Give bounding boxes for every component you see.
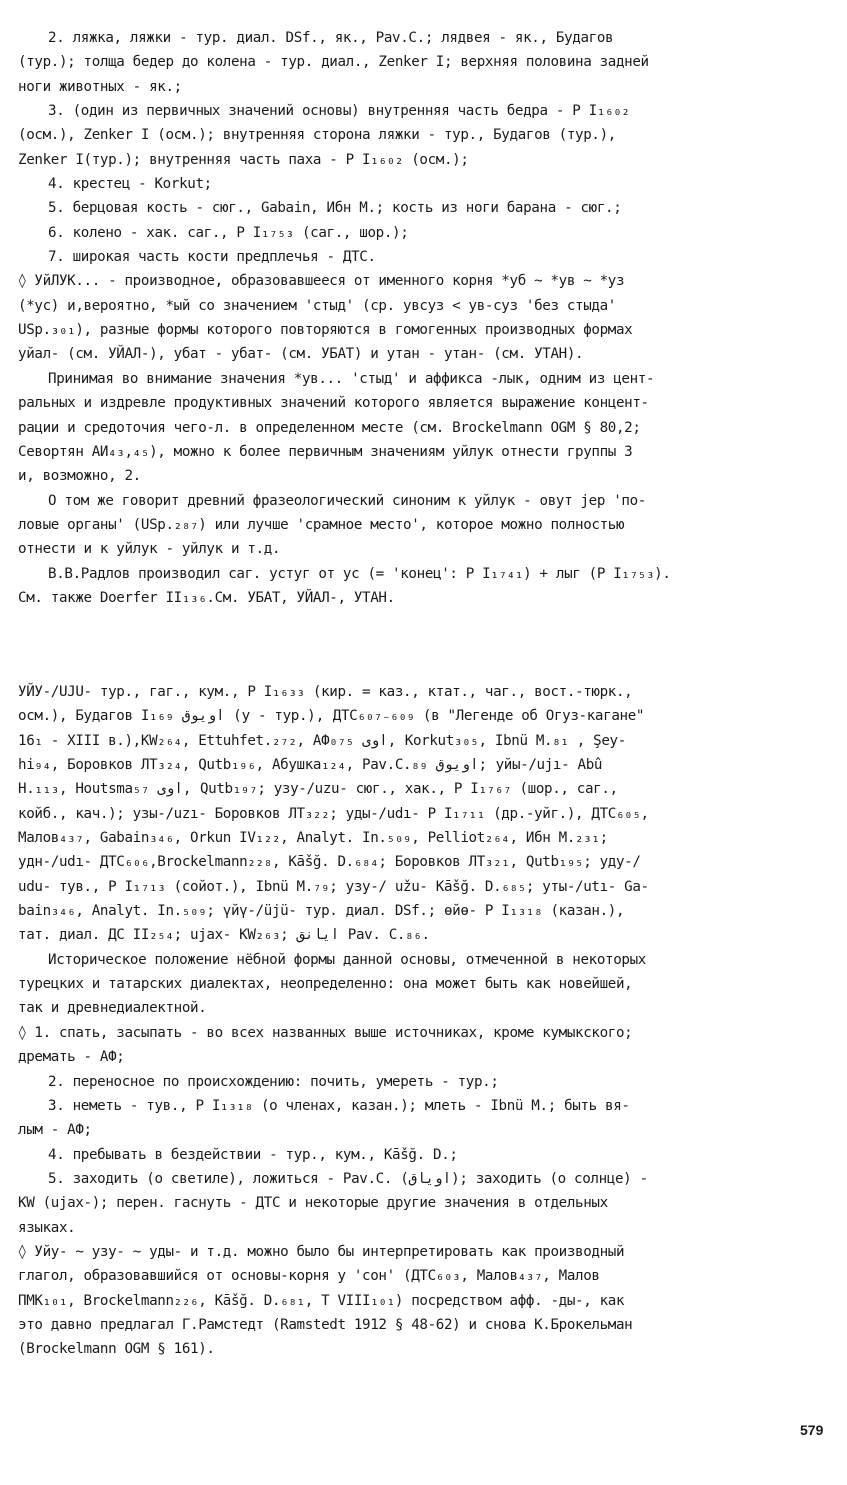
entry2-line: языках. [18, 1219, 76, 1236]
entry1-line: (*ус) и,вероятно, *ый со значением 'стыд' (ср. увсуз < ув-суз 'без стыда' [18, 297, 616, 314]
entry2-line: глагол, образовавшийся от основы-корня у 'сон' (ДТС₆₀₃, Малов₄₃₇, Малов [18, 1268, 600, 1285]
entry1-line: См. также Doerfer II₁₃₆.См. УБАТ, УЙАЛ-, УТАН. [18, 589, 395, 606]
entry-uyu [18, 680, 836, 1362]
entry1-line: ловые органы' (USp.₂₈₇) или лучше 'срамное место', которое можно полностью [18, 516, 625, 533]
entry2-line: удн-/udı- ДТС₆₀₆,Brockelmann₂₂₈, Kāšğ. D.₆₈₄; Боровков ЛТ₃₂₁, Qutb₁₉₅; уду-/ [18, 854, 641, 871]
entry1-line: О том же говорит древний фразеологический синоним к уйлук - овут јер 'по- [48, 492, 646, 509]
entry2-line: 2. переносное по происхождению: почить, умереть - тур.; [48, 1073, 499, 1090]
entry2-line: тат. диал. ДС II₂₅₄; ujax- KW₂₆₃; ایانق Pav. C.₈₆. [18, 927, 430, 944]
entry2-line: 16₁ - XIII в.),KW₂₆₄, Ettuhfet.₂₇₂, АФ₀₇₅ اوی, Korkut₃₀₅, Ibnü M.₈₁ , Şey- [18, 732, 626, 749]
entry1-line: уйал- (см. УЙАЛ-), убат - убат- (см. УБАТ) и утан - утан- (см. УТАН). [18, 346, 584, 363]
entry2-line: так и древнедиалектной. [18, 1000, 207, 1017]
entry1-line: отнести и к уйлук - уйлук и т.д. [18, 541, 281, 558]
entry2-line: осм.), Будагов I₁₆₉ اویوق (у - тур.), ДТС₆₀₇₋₆₀₉ (в "Легенде об Огуз-кагане" [18, 708, 645, 725]
entry1-line: и, возможно, 2. [18, 468, 141, 485]
entry2-line: 3. неметь - тув., Р I₁₃₁₈ (о членах, казан.); млеть - Ibnü M.; быть вя- [48, 1097, 630, 1114]
entry2-line: (Brockelmann OGM § 161). [18, 1341, 215, 1358]
entry2-line: hi₉₄, Боровков ЛТ₃₂₄, Qutb₁₉₆, Абушка₁₂₄, Pav.C.₈₉ اویوق; уйы-/ujı- Abû [18, 757, 603, 774]
entry1-line: В.В.Радлов производил саг. устуг от ус (= 'конец': Р I₁₇₄₁) + лыг (Р I₁₇₅₃). [48, 565, 671, 582]
entry2-line: Историческое положение нёбной формы данной основы, отмеченной в некоторых [48, 951, 646, 968]
entry1-line: рации и средоточия чего-л. в определенном месте (см. Brockelmann OGM § 80,2; [18, 419, 641, 436]
entry1-line: ральных и издревле продуктивных значений которого является выражение концент- [18, 395, 649, 412]
entry2-line: H.₁₁₃, Houtsma₅₇ اوی, Qutb₁₉₇; узу-/uzu- сюг., хак., Р I₁₇₆₇ (шор., саг., [18, 781, 618, 798]
entry2-line: это давно предлагал Г.Рамстедт (Ramstedt 1912 § 48-62) и снова К.Брокельман [18, 1316, 633, 1333]
entry1-line: 3. (один из первичных значений основы) внутренняя часть бедра - Р I₁₆₀₂ [48, 103, 630, 120]
entry2-line: турецких и татарских диалектах, неопределенно: она может быть как новейшей, [18, 976, 633, 993]
entry1-line: 6. колено - хак. саг., Р I₁₇₅₃ (саг., шор.); [48, 224, 409, 241]
entry2-line: УЙУ-/UJU- тур., гаг., кум., Р I₁₆₃₃ (кир. = каз., ктат., чаг., вост.-тюрк., [18, 684, 633, 700]
entry1-line: (тур.); толща бедер до колена - тур. диал., Zenker I; верхняя половина задней [18, 54, 649, 71]
entry2-line: 5. заходить (о светиле), ложиться - Pav.C. (اویاق); заходить (о солнце) - [48, 1170, 648, 1187]
entry1-line: Zenker I(тур.); внутренняя часть паха - Р I₁₆₀₂ (осм.); [18, 151, 469, 168]
entry1-line: USp.₃₀₁), разные формы которого повторяются в гомогенных производных формах [18, 322, 633, 339]
entry2-line: дремать - АФ; [18, 1049, 125, 1066]
entry2-line: койб., кач.); узы-/uzı- Боровков ЛТ₃₂₂; уды-/udı- Р I₁₇₁₁ (др.-уйг.), ДТС₆₀₅, [18, 805, 649, 822]
page-number: 579 [800, 1422, 824, 1438]
entry-uyluk [18, 26, 836, 610]
entry2-line: ◊ Уйу- ~ узу- ~ уды- и т.д. можно было бы интерпретировать как производный [18, 1243, 625, 1260]
entry1-line: (осм.), Zenker I (осм.); внутренняя сторона ляжки - тур., Будагов (тур.), [18, 127, 616, 144]
entry1-line: 2. ляжка, ляжки - тур. диал. DSf., як., Pav.C.; лядвея - як., Будагов [48, 30, 614, 46]
entry1-line: Принимая во внимание значения *ув... 'стыд' и аффикса -лык, одним из цент- [48, 370, 655, 387]
entry1-line: 7. широкая часть кости предплечья - ДТС. [48, 249, 376, 266]
entry2-line: udu- тув., Р I₁₇₁₃ (сойот.), Ibnü M.₇₉; узу-/ užu- Kāšğ. D.₆₈₅; уты-/utı- Ga- [18, 878, 649, 895]
entry2-line: ◊ 1. спать, засыпать - во всех названных выше источниках, кроме кумыкского; [18, 1024, 633, 1041]
entry1-line: ноги животных - як.; [18, 78, 182, 95]
entry1-line: Севортян АИ₄₃,₄₅), можно к более первичным значениям уйлук отнести группы 3 [18, 443, 633, 460]
entry2-line: лым - АФ; [18, 1122, 92, 1139]
entry2-line: Малов₄₃₇, Gabain₃₄₆, Orkun IV₁₂₂, Analyt. In.₅₀₉, Pelliot₂₆₄, Ибн М.₂₃₁; [18, 830, 608, 847]
entry1-line: 5. берцовая кость - сюг., Gabain, Ибн М.; кость из ноги барана - сюг.; [48, 200, 622, 217]
entry1-line: ◊ УйЛУК... - производное, образовавшееся от именного корня *уб ~ *ув ~ *уз [18, 273, 625, 290]
entry1-line: 4. крестец - Korkut; [48, 176, 212, 193]
entry2-line: 4. пребывать в бездействии - тур., кум., Kāšğ. D.; [48, 1146, 458, 1163]
entry2-line: ПМК₁₀₁, Brockelmann₂₂₆, Kāšğ. D.₆₈₁, Т VIII₁₀₁) посредством афф. -ды-, как [18, 1292, 625, 1309]
entry2-line: KW (ujax-); перен. гаснуть - ДТС и некоторые другие значения в отдельных [18, 1195, 608, 1212]
entry2-line: bain₃₄₆, Analyt. In.₅₀₉; үйү-/üjü- тур. диал. DSf.; өйө- Р I₁₃₁₈ (казан.), [18, 903, 625, 920]
